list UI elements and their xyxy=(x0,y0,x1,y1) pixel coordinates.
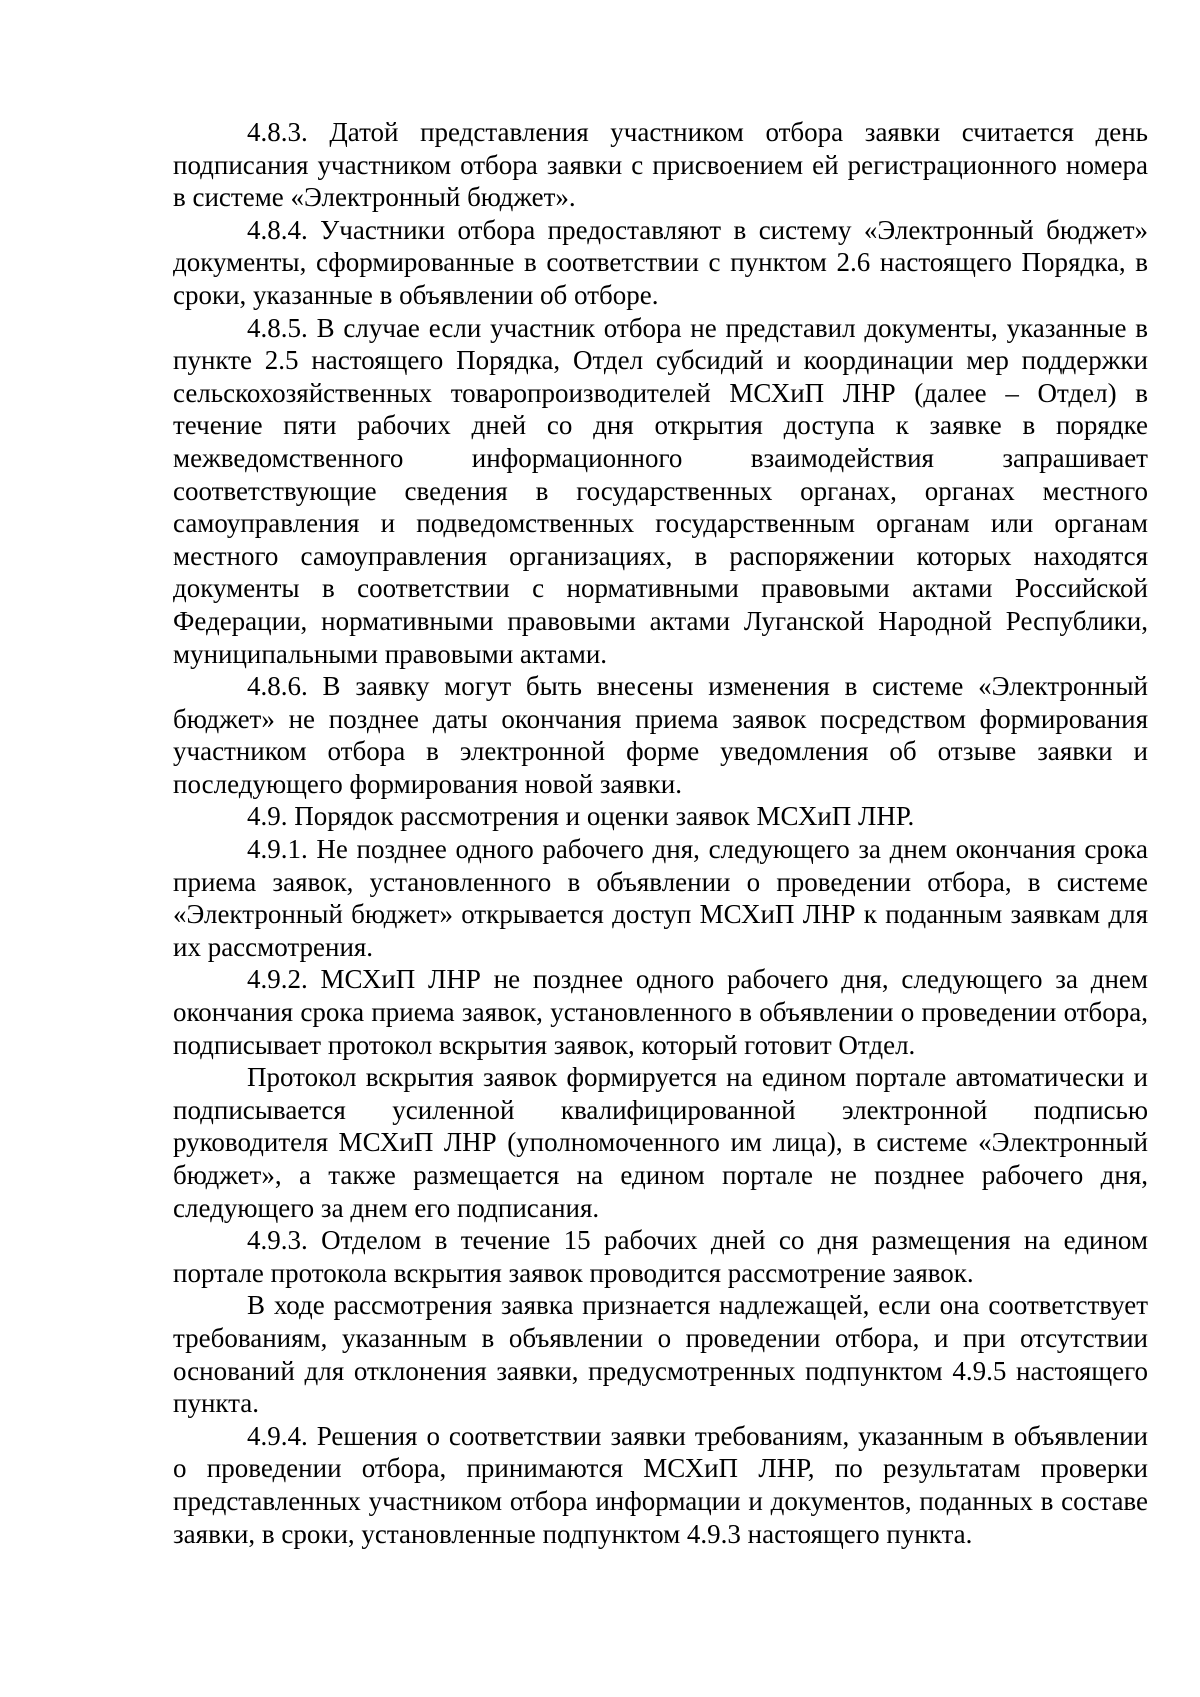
paragraph-4-9-1: 4.9.1. Не позднее одного рабочего дня, следующего за днем окончания срока приема заявок, установленного в объявлении о проведении отбора, в системе «Электронный бюджет» открывается доступ МСХиП ЛНР к поданным заявкам для их рассмотрения. xyxy=(173,834,1148,962)
paragraph-4-9: 4.9. Порядок рассмотрения и оценки заявок МСХиП ЛНР. xyxy=(247,801,915,832)
document-body xyxy=(173,116,1148,1550)
paragraph-4-8-3: 4.8.3. Датой представления участником отбора заявки считается день подписания участником отбора заявки с присвоением ей регистрационного номера в системе «Электронный бюджет». xyxy=(173,117,1148,213)
paragraph-protocol: Протокол вскрытия заявок формируется на едином портале автоматически и подписывается усиленной квалифицированной электронной подписью руководителя МСХиП ЛНР (уполномоченного им лица), в системе «Электронный бюджет», а также размещается на едином портале не позднее рабочего дня, следующего за днем его подписания. xyxy=(173,1062,1148,1223)
paragraph-4-8-6: 4.8.6. В заявку могут быть внесены изменения в системе «Электронный бюджет» не позднее даты окончания приема заявок посредством формирования участником отбора в электронной форме уведомления об отзыве заявки и последующего формирования новой заявки. xyxy=(173,671,1148,799)
paragraph-4-9-4: 4.9.4. Решения о соответствии заявки требованиям, указанным в объявлении о проведении отбора, принимаются МСХиП ЛНР, по результатам проверки представленных участником отбора информации и документов, поданных в составе заявки, в сроки, установленные подпунктом 4.9.3 настоящего пункта. xyxy=(173,1420,1148,1549)
paragraph-4-9-3: 4.9.3. Отделом в течение 15 рабочих дней со дня размещения на едином портале протокола вскрытия заявок проводится рассмотрение заявок. xyxy=(173,1225,1148,1288)
paragraph-4-8-5: 4.8.5. В случае если участник отбора не представил документы, указанные в пункте 2.5 настоящего Порядка, Отдел субсидий и координации мер поддержки сельскохозяйственных товаропроизводителей МСХиП ЛНР (далее – Отдел) в течение пяти рабочих дней со дня открытия доступа к заявке в порядке межведомственного информационного взаимодействия запрашивает соответствующие сведения в государственных органах, органах местного самоуправления и подведомственных государственным органам или органам местного самоуправления организациях, в распоряжении которых находятся документы в соответствии с нормативными правовыми актами Российской Федерации, нормативными правовыми актами Луганской Народной Республики, муниципальными правовыми актами. xyxy=(173,312,1148,669)
paragraph-4-8-4: 4.8.4. Участники отбора предоставляют в систему «Электронный бюджет» документы, сформированные в соответствии с пунктом 2.6 настоящего Порядка, в сроки, указанные в объявлении об отборе. xyxy=(173,214,1148,310)
paragraph-4-9-2: 4.9.2. МСХиП ЛНР не позднее одного рабочего дня, следующего за днем окончания срока приема заявок, установленного в объявлении о проведении отбора, подписывает протокол вскрытия заявок, который готовит Отдел. xyxy=(173,964,1148,1060)
paragraph-review: В ходе рассмотрения заявка признается надлежащей, если она соответствует требованиям, указанным в объявлении о проведении отбора, и при отсутствии оснований для отклонения заявки, предусмотренных подпунктом 4.9.5 настоящего пункта. xyxy=(173,1290,1148,1419)
